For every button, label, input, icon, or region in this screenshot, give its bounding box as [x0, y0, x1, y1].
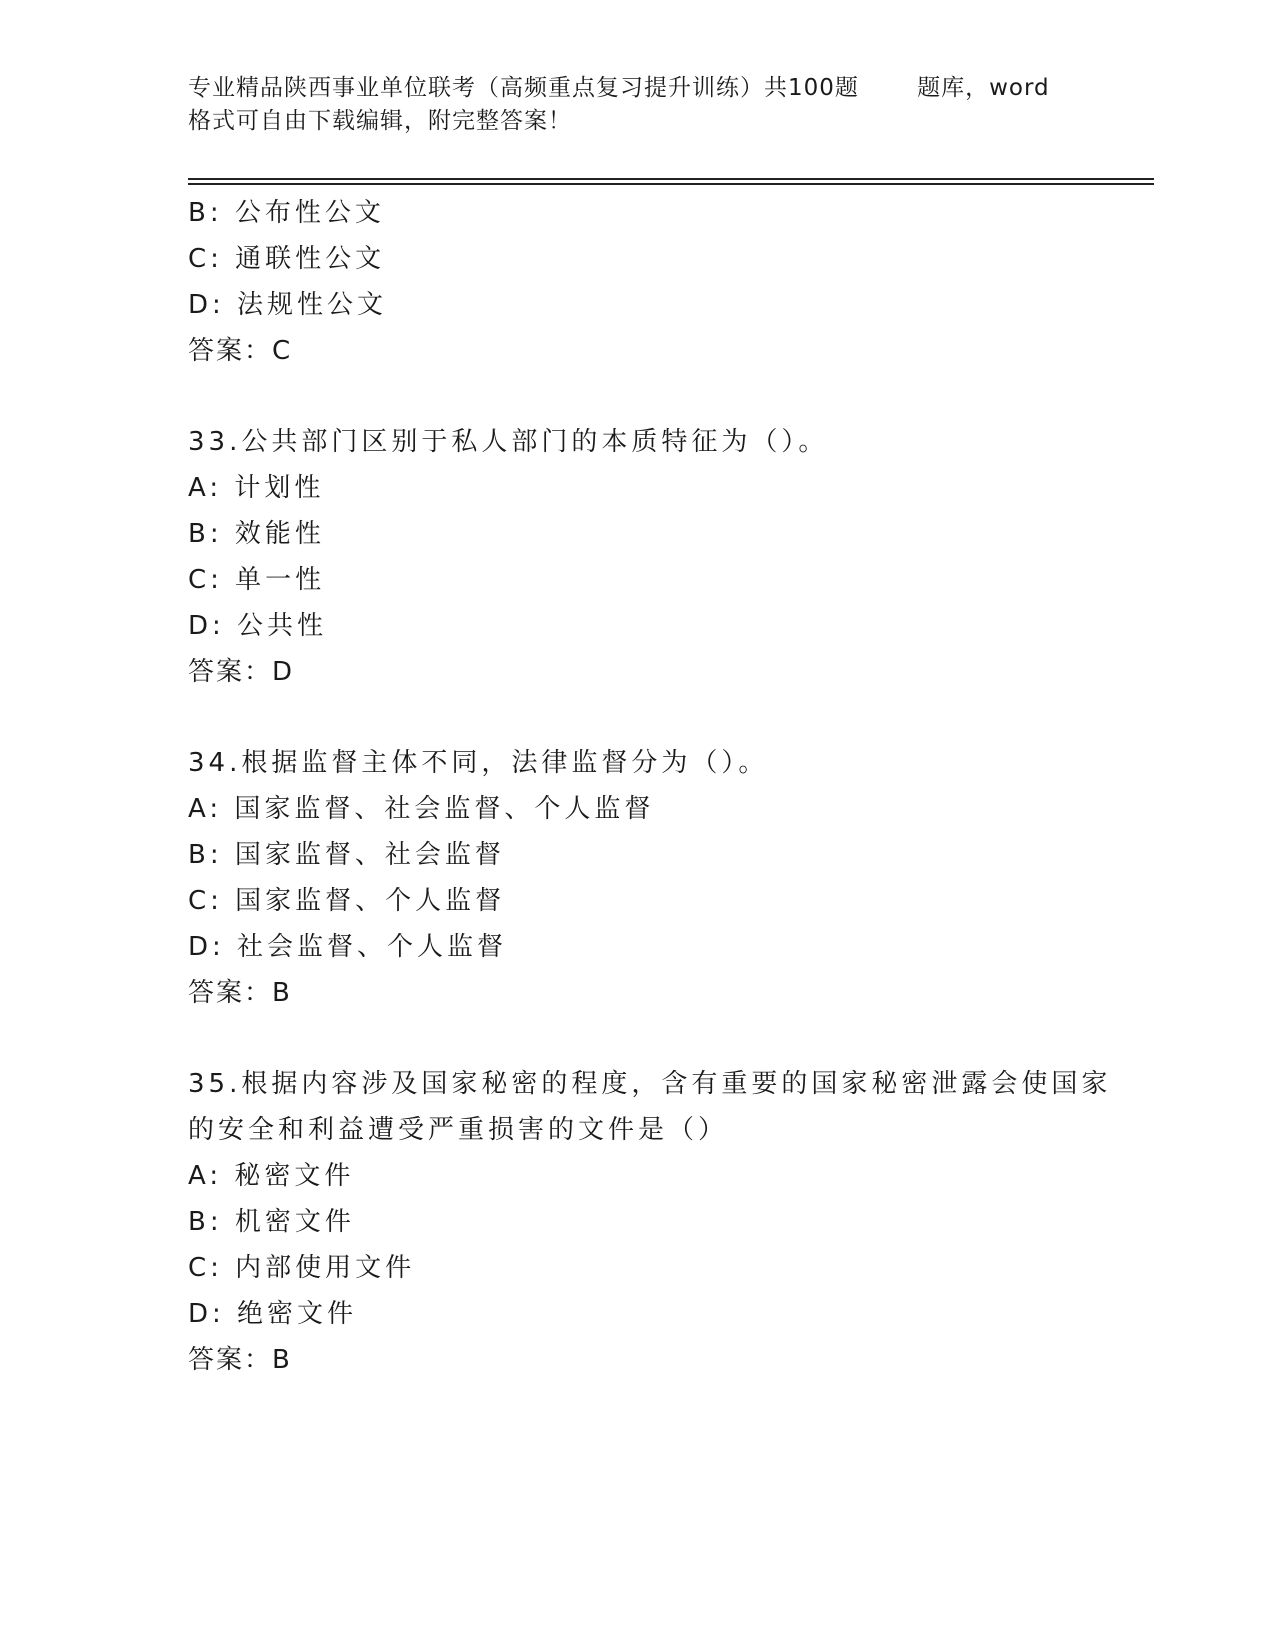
header-line-1: 专业精品陕西事业单位联考（高频重点复习提升训练）共100题 题库，word	[188, 75, 1050, 101]
option-d: D: 法规性公文	[188, 290, 388, 320]
option-b: B: 公布性公文	[188, 198, 385, 228]
header-divider-bottom	[188, 183, 1154, 185]
option-b: B: 效能性	[188, 519, 325, 549]
option-a: A: 国家监督、社会监督、个人监督	[188, 794, 655, 824]
question-block	[188, 419, 1088, 695]
question-text-continued: 的安全和利益遭受严重损害的文件是（）	[188, 1115, 729, 1145]
option-a: A: 计划性	[188, 473, 325, 503]
answer-line: 答案：B	[188, 1345, 292, 1375]
option-c: C: 单一性	[188, 565, 326, 595]
document-header	[188, 72, 1088, 138]
option-c: C: 国家监督、个人监督	[188, 886, 506, 916]
header-line-2: 格式可自由下载编辑，附完整答案！	[188, 108, 572, 134]
option-b: B: 国家监督、社会监督	[188, 840, 505, 870]
question-text: 33.公共部门区别于私人部门的本质特征为（）。	[188, 427, 829, 457]
option-c: C: 内部使用文件	[188, 1253, 416, 1283]
question-block	[188, 190, 1088, 374]
question-block	[188, 1061, 1112, 1383]
option-d: D: 社会监督、个人监督	[188, 932, 508, 962]
option-b: B: 机密文件	[188, 1207, 355, 1237]
option-d: D: 公共性	[188, 611, 328, 641]
header-divider-top	[188, 178, 1154, 180]
question-block	[188, 740, 1088, 1016]
option-d: D: 绝密文件	[188, 1299, 358, 1329]
option-a: A: 秘密文件	[188, 1161, 355, 1191]
option-c: C: 通联性公文	[188, 244, 386, 274]
answer-line: 答案：C	[188, 336, 293, 366]
question-text: 34.根据监督主体不同，法律监督分为（）。	[188, 748, 769, 778]
question-text: 35.根据内容涉及国家秘密的程度，含有重要的国家秘密泄露会使国家	[188, 1069, 1112, 1099]
answer-line: 答案：D	[188, 657, 295, 687]
question-list	[188, 190, 1112, 1383]
answer-line: 答案：B	[188, 978, 292, 1008]
